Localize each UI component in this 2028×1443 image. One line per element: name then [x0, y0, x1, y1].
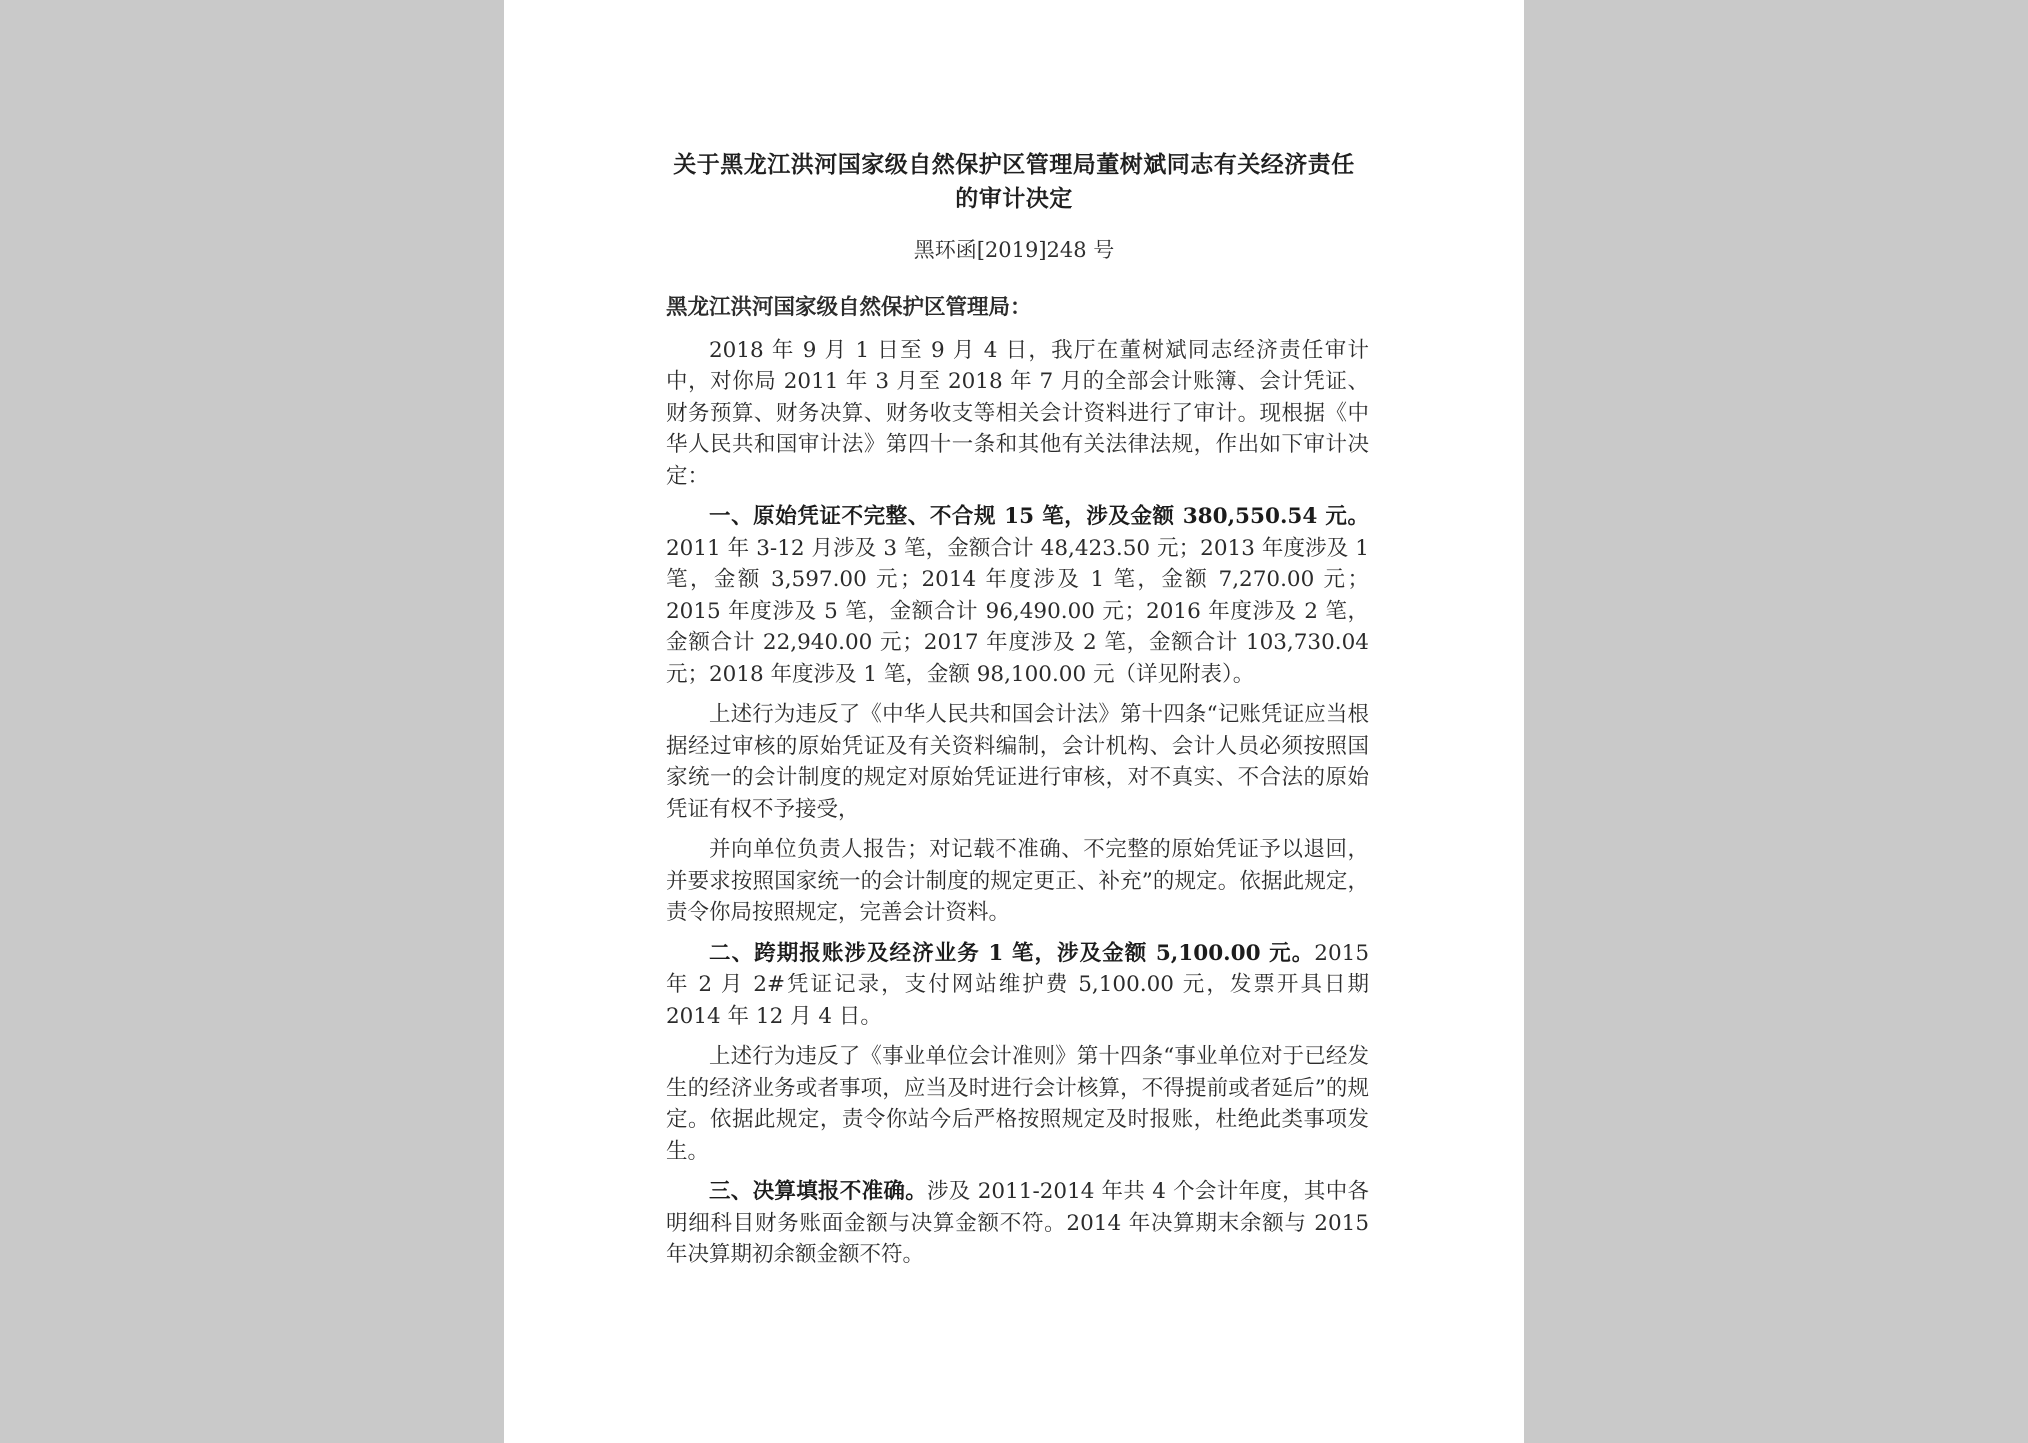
document-title: [504, 148, 1524, 216]
salutation: 黑龙江洪河国家级自然保护区管理局：: [666, 295, 1032, 320]
document-number: 黑环函[2019]248 号: [913, 238, 1115, 262]
document-body: [666, 292, 1369, 1280]
item-1-heading: 一、原始凭证不完整、不合规 15 笔，涉及金额 380,550.54 元。: [709, 504, 1369, 529]
item-3-heading: 三、决算填报不准确。: [709, 1179, 927, 1204]
paragraph-item-1-violation: 上述行为违反了《中华人民共和国会计法》第十四条“记账凭证应当根据经过审核的原始凭证及有关资料编制，会计机构、会计人员必须按照国家统一的会计制度的规定对原始凭证进行审核，对不真实、不合法的原始凭证有权不予接受，: [666, 702, 1369, 822]
title-line-2: 的审计决定: [955, 185, 1073, 212]
document-page: [504, 0, 1524, 1443]
paragraph-item-2: [666, 938, 1369, 1033]
item-3-text: 涉及 2011-2014 年共 4 个会计年度，其中各明细科目财务账面金额与决算金额不符。2014 年决算期末余额与 2015 年决算期初余额金额不符。: [666, 1179, 1369, 1267]
paragraph-intro: 2018 年 9 月 1 日至 9 月 4 日，我厅在董树斌同志经济责任审计中，对你局 2011 年 3 月至 2018 年 7 月的全部会计账簿、会计凭证、财务预算、财务决算、财务收支等相关会计资料进行了审计。现根据《中华人民共和国审计法》第四十一条和其他有关法律法规，作出如下审计决定：: [666, 337, 1369, 489]
item-1-text: 2011 年 3-12 月涉及 3 笔，金额合计 48,423.50 元；2013 年度涉及 1 笔，金额 3,597.00 元；2014 年度涉及 1 笔，金额 7,270.00 元；2015 年度涉及 5 笔，金额合计 96,490.00 元；2016 年度涉及 2 笔，金额合计 22,940.00 元；2017 年度涉及 2 笔，金额合计 103,730.04 元；2018 年度涉及 1 笔，金额 98,100.00 元（详见附表）。: [666, 535, 1369, 687]
paragraph-item-1: [666, 501, 1369, 690]
item-2-text: 2015 年 2 月 2#凭证记录，支付网站维护费 5,100.00 元，发票开具日期 2014 年 12 月 4 日。: [666, 940, 1369, 1029]
paragraph-item-1-decision: 并向单位负责人报告；对记载不准确、不完整的原始凭证予以退回，并要求按照国家统一的会计制度的规定更正、补充”的规定。依据此规定，责令你局按照规定，完善会计资料。: [666, 837, 1369, 925]
title-line-1: 关于黑龙江洪河国家级自然保护区管理局董树斌同志有关经济责任: [673, 151, 1355, 178]
paragraph-item-2-violation: 上述行为违反了《事业单位会计准则》第十四条“事业单位对于已经发生的经济业务或者事项，应当及时进行会计核算，不得提前或者延后”的规定。依据此规定，责令你站今后严格按照规定及时报账，杜绝此类事项发生。: [666, 1044, 1369, 1164]
paragraph-item-3: [666, 1176, 1369, 1271]
item-2-heading: 二、跨期报账涉及经济业务 1 笔，涉及金额 5,100.00 元。: [709, 940, 1315, 966]
